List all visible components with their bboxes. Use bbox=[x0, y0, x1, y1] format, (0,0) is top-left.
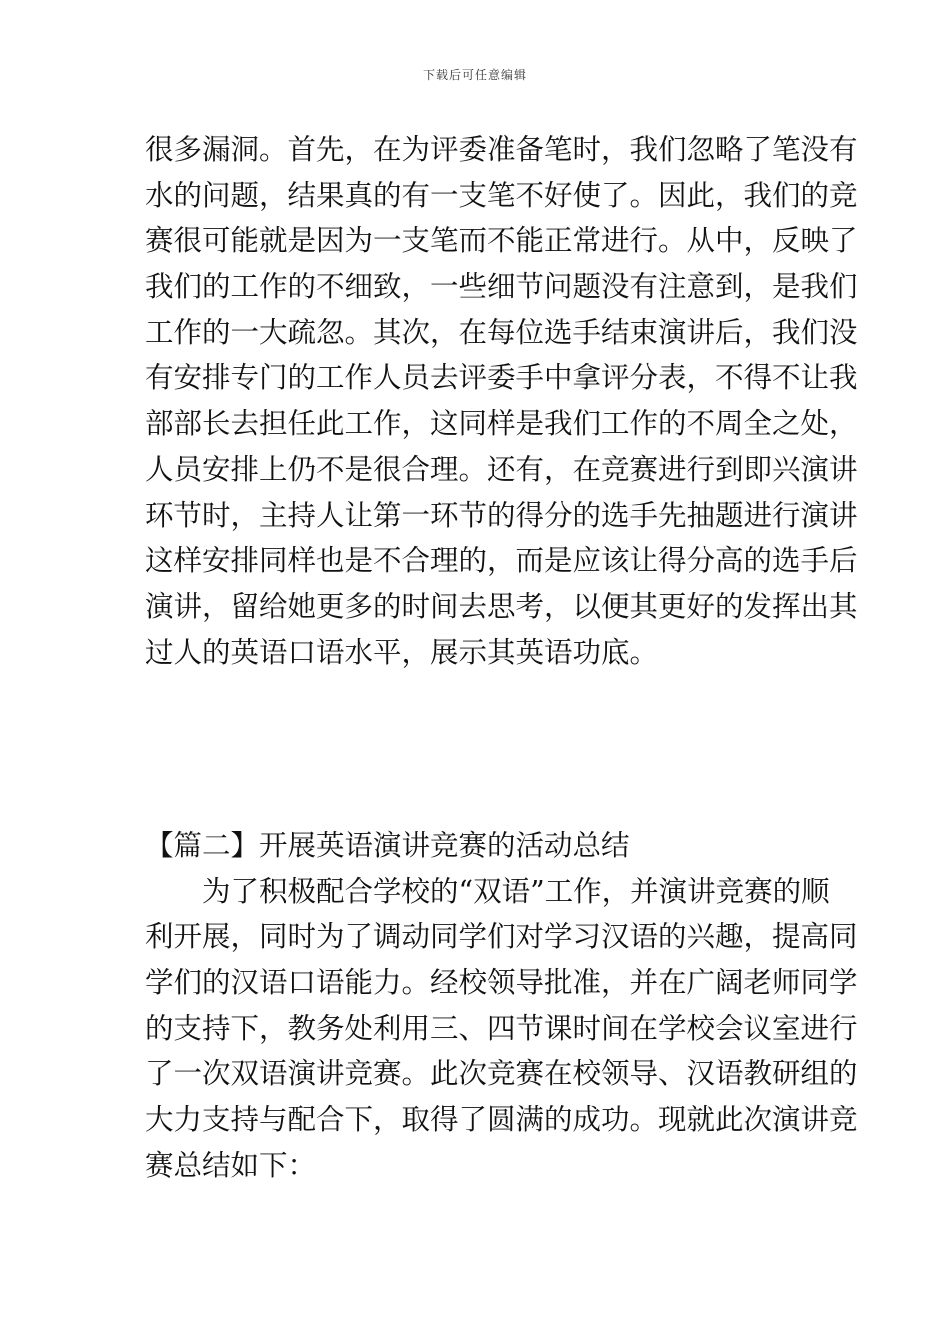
text-line: 赛很可能就是因为一支笔而不能正常进行。从中，反映了 bbox=[145, 224, 858, 258]
text-line: 学们的汉语口语能力。经校领导批准，并在广阔老师同学 bbox=[145, 966, 858, 1000]
text-line: 有安排专门的工作人员去评委手中拿评分表，不得不让我 bbox=[145, 361, 858, 395]
text-line: 为了积极配合学校的“双语”工作，并演讲竞赛的顺 bbox=[202, 874, 830, 908]
text-line: 赛总结如下： bbox=[145, 1148, 317, 1182]
text-line: 过人的英语口语水平，展示其英语功底。 bbox=[145, 635, 659, 669]
section-two-body bbox=[145, 823, 858, 1189]
text-line: 部部长去担任此工作，这同样是我们工作的不周全之处， bbox=[145, 407, 858, 441]
section-title: 【篇二】开展英语演讲竞赛的活动总结 bbox=[145, 829, 630, 862]
text-line: 人员安排上仍不是很合理。还有，在竞赛进行到即兴演讲 bbox=[145, 452, 858, 486]
text-line: 了一次双语演讲竞赛。此次竞赛在校领导、汉语教研组的 bbox=[145, 1057, 858, 1091]
text-line: 环节时，主持人让第一环节的得分的选手先抽题进行演讲 bbox=[145, 498, 858, 532]
text-line: 水的问题，结果真的有一支笔不好使了。因此，我们的竞 bbox=[145, 178, 858, 212]
text-line: 大力支持与配合下，取得了圆满的成功。现就此次演讲竞 bbox=[145, 1103, 858, 1137]
text-line: 利开展，同时为了调动同学们对学习汉语的兴趣，提高同 bbox=[145, 920, 858, 954]
text-line: 演讲，留给她更多的时间去思考，以便其更好的发挥出其 bbox=[145, 589, 858, 623]
text-line: 我们的工作的不细致，一些细节问题没有注意到，是我们 bbox=[145, 270, 858, 304]
text-line: 这样安排同样也是不合理的，而是应该让得分高的选手后 bbox=[145, 544, 858, 578]
page-header: 下载后可任意编辑 bbox=[422, 68, 527, 82]
text-line: 工作的一大疏忽。其次，在每位选手结束演讲后，我们没 bbox=[145, 315, 858, 349]
text-line: 很多漏洞。首先，在为评委准备笔时，我们忽略了笔没有 bbox=[145, 133, 858, 166]
text-line: 的支持下，教务处利用三、四节课时间在学校会议室进行 bbox=[145, 1011, 858, 1045]
section-one-body bbox=[145, 127, 858, 675]
